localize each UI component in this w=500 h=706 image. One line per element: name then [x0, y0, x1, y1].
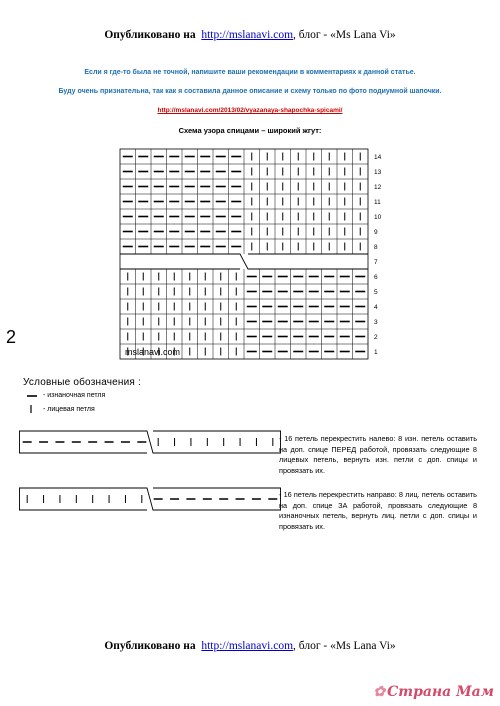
cable-left-symbol: [19, 430, 281, 454]
published-label: Опубликовано на: [104, 640, 196, 652]
watermark-text: Страна Мам: [387, 684, 494, 700]
legend-label: - изнаночная петля: [43, 392, 106, 399]
cable-cross-line: [120, 254, 368, 269]
row-number: 2: [374, 334, 378, 341]
row-number: 12: [374, 184, 382, 191]
row-number: 6: [374, 274, 378, 281]
cable-left-description: - 16 петель перекрестить налево: 8 изн. петель оставить на доп. спице ПЕРЕД работой, провязать следующие 8 лицевых петель, вернуть изн. петли с доп. спицы и провязать их.: [279, 434, 477, 475]
row-number: 10: [374, 214, 382, 221]
row-number: 11: [374, 199, 381, 206]
row-number: 5: [374, 289, 378, 296]
legend-label: - лицевая петля: [43, 405, 95, 413]
site-link[interactable]: http://mslanavi.com: [201, 640, 294, 652]
purl-dash-icon: [27, 393, 37, 399]
row-number: 13: [374, 169, 382, 176]
knitting-chart: [118, 145, 388, 367]
row-number: 3: [374, 319, 378, 326]
cable-right-symbol: [19, 487, 281, 511]
blog-name: , блог - «Ms Lana Vi»: [293, 29, 396, 41]
site-link[interactable]: http://mslanavi.com: [201, 29, 294, 41]
row-number: 1: [374, 349, 378, 356]
page-number: 2: [6, 327, 17, 347]
note-line-2: Буду очень признательна, так как я составила данное описание и схему только по фото подиумной шапочки.: [58, 88, 442, 95]
legend-title: Условные обозначения :: [23, 377, 141, 388]
published-footer: [0, 640, 500, 652]
row-number: 14: [374, 154, 382, 161]
row-number: 9: [374, 229, 378, 236]
blog-name: , блог - «Ms Lana Vi»: [293, 640, 396, 652]
source-link[interactable]: http://mslanavi.com/2013/02/vyazanaya-shapochka-spicami/: [157, 107, 343, 114]
published-label: Опубликовано на: [104, 29, 196, 41]
cable-right-description: - 16 петель перекрестить направо: 8 лиц. петель оставить на доп. спице ЗА работой, провязать следующие 8 изнаночных петель, вернуть лиц. петли с доп. спицы и провязать их.: [279, 490, 477, 531]
legend-item-knit: [27, 405, 95, 413]
knit-bar-icon: [27, 405, 37, 413]
legend-item-purl: [27, 392, 105, 399]
chart-watermark: mslanavi.com: [125, 347, 181, 357]
row-number: 4: [374, 304, 378, 311]
row-number: 7: [374, 259, 378, 266]
row-number: 8: [374, 244, 378, 251]
flower-icon: ✿: [373, 684, 386, 700]
schema-title: Схема узора спицами – широкий жгут:: [178, 126, 322, 135]
note-line-1: Если я где-то была не точной, напишите ваши рекомендации в комментариях к данной статье.: [84, 69, 416, 76]
watermark-logo: [373, 684, 494, 700]
published-header: [0, 29, 500, 41]
